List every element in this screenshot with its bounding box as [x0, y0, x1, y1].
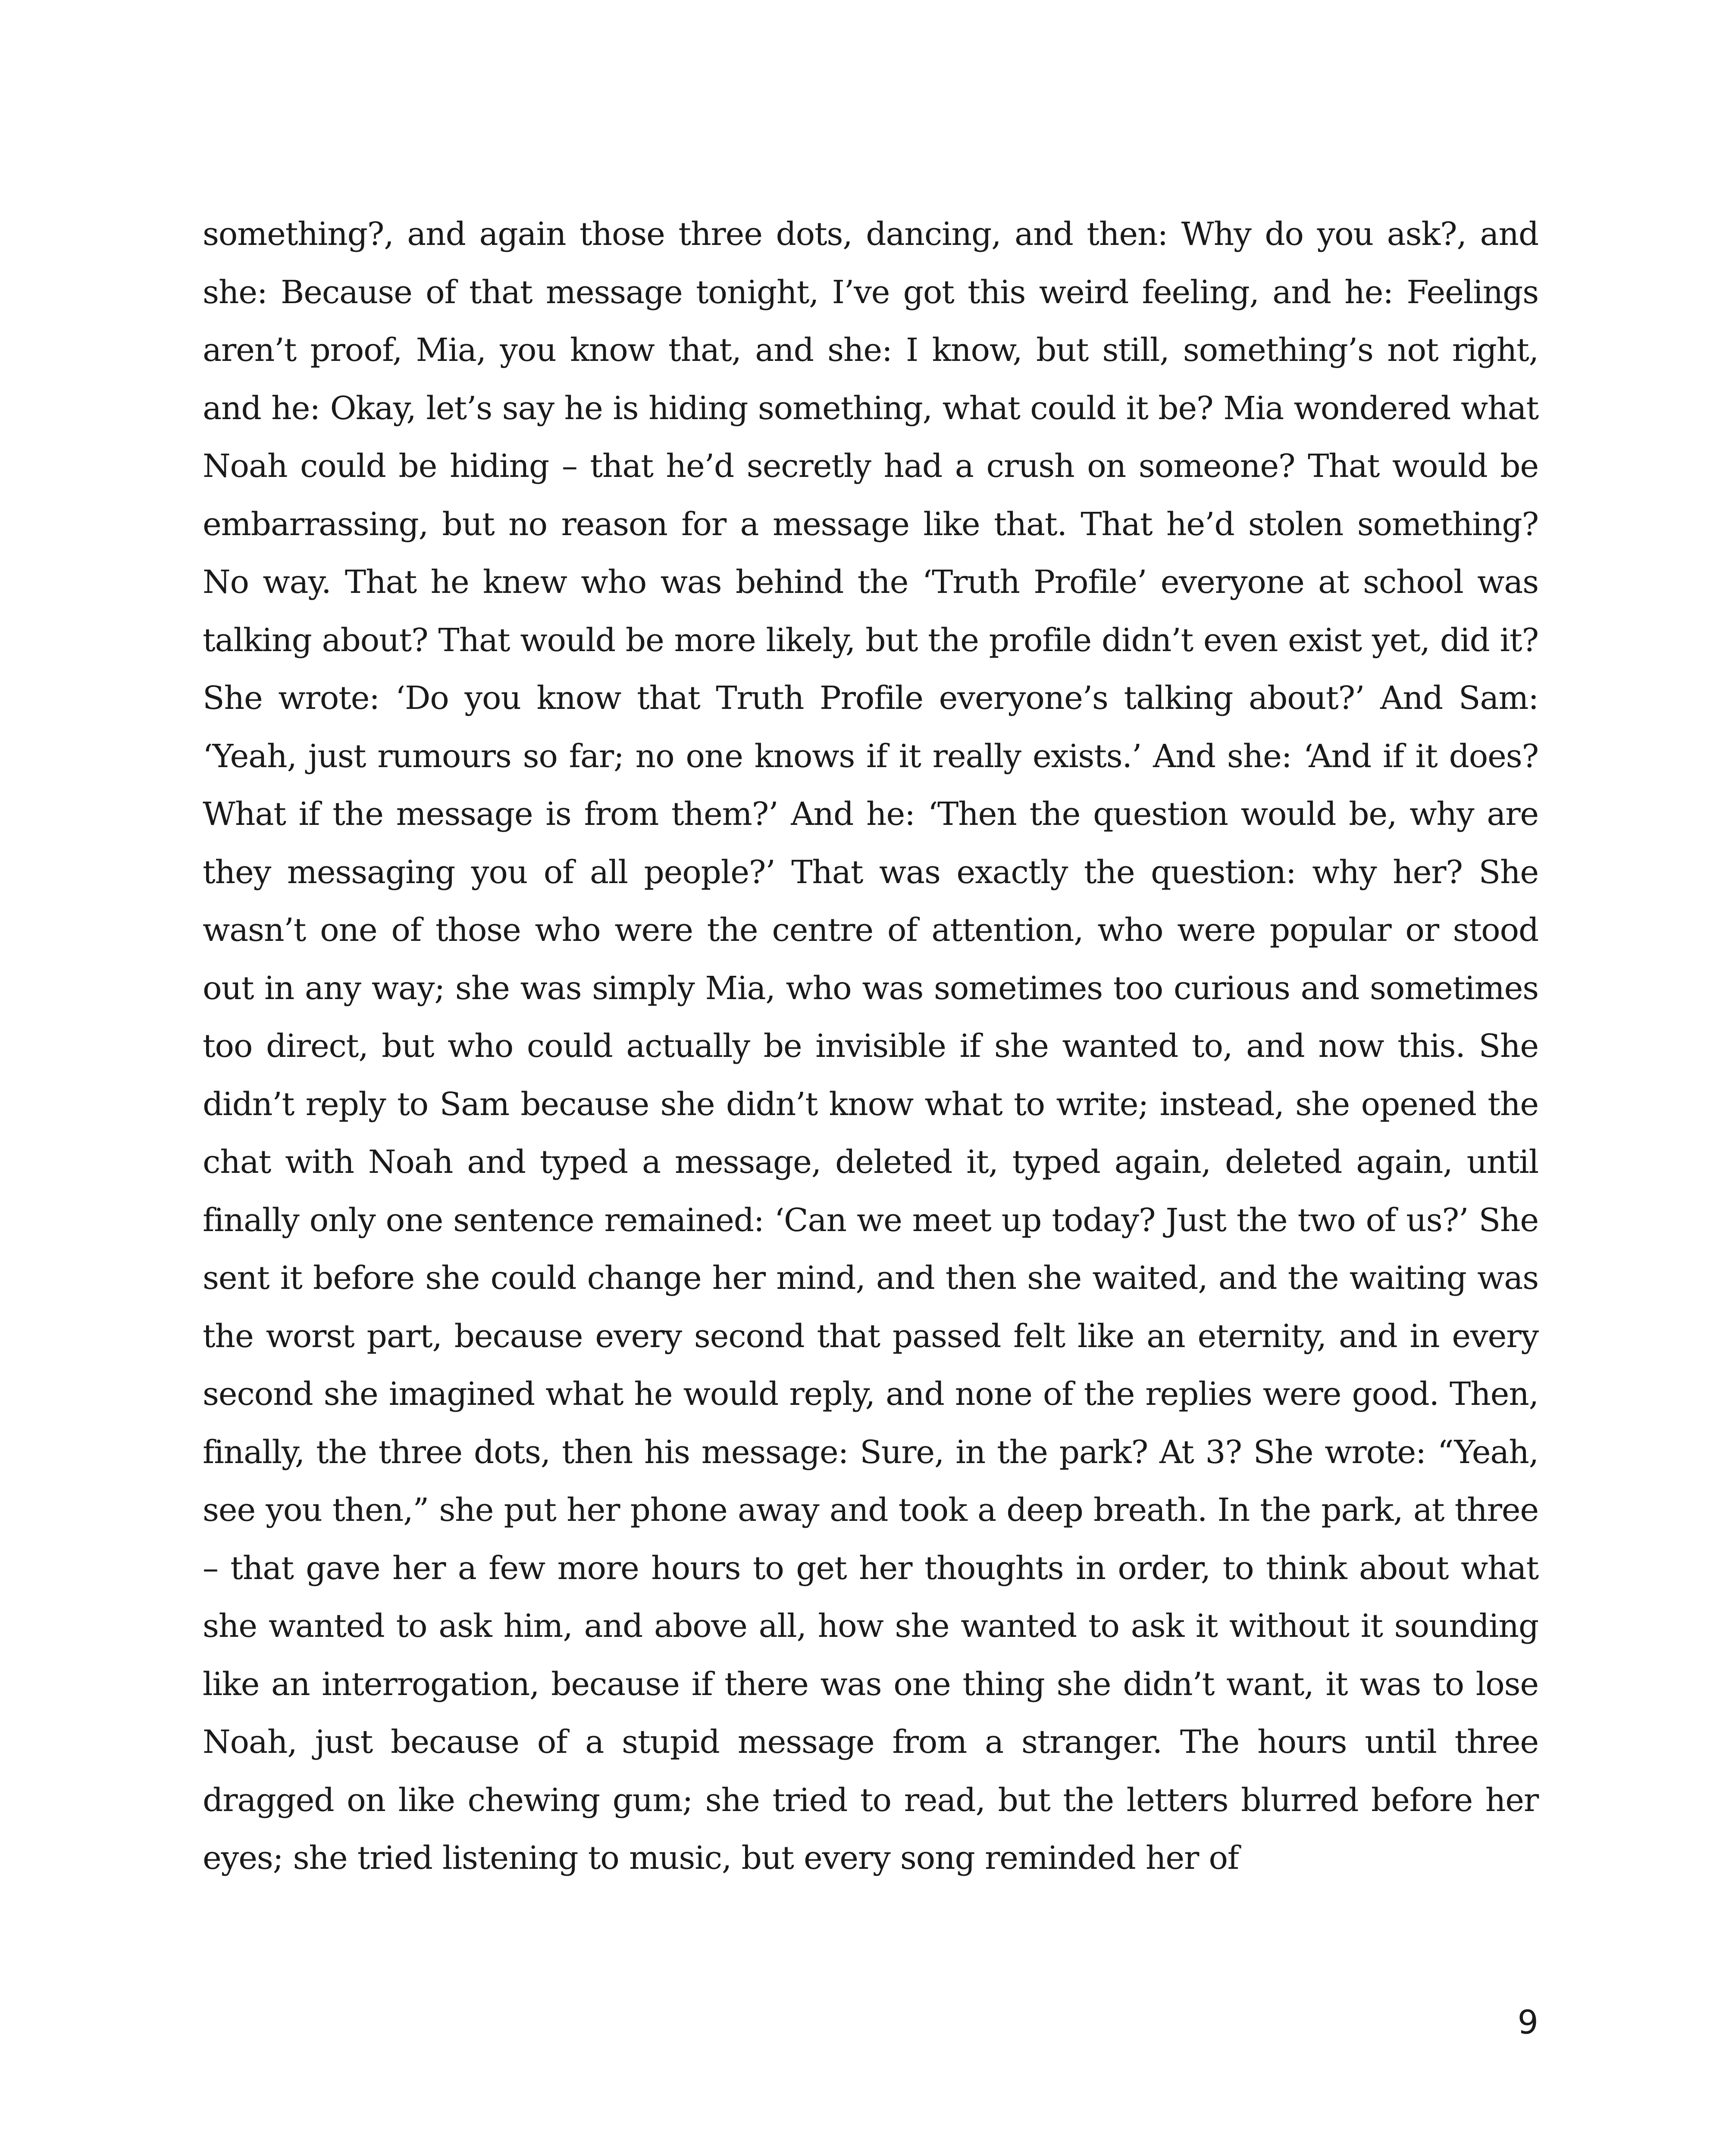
- body-paragraph: something?, and again those three dots, dancing, and then: Why do you ask?, and she: Because of that message tonight, I’ve got this weird feeling, and he: Feelings aren’t proof, Mia, you know that, and she: I know, but still, something’s not right, and he: Okay, let’s say he is hiding something, what could it be? Mia wondered what Noah could be hiding – that he’d secretly had a crush on someone? That would be embarrassing, but no reason for a message like that. That he’d stolen something? No way. That he knew who was behind the ‘Truth Profile’ everyone at school was talking about? That would be more likely, but the profile didn’t even exist yet, did it? She wrote: ‘Do you know that Truth Profile everyone’s talking about?’ And Sam: ‘Yeah, just rumours so far; no one knows if it really exists.’ And she: ‘And if it does? What if the message is from them?’ And he: ‘Then the question would be, why are they messaging you of all people?’ That was exactly the question: why her? She wasn’t one of those who were the centre of attention, who were popular or stood out in any way; she was simply Mia, who was sometimes too curious and sometimes too direct, but who could actually be invisible if she wanted to, and now this. She didn’t reply to Sam because she didn’t know what to write; instead, she opened the chat with Noah and typed a message, deleted it, typed again, deleted again, until finally only one sentence remained: ‘Can we meet up today? Just the two of us?’ She sent it before she could change her mind, and then she waited, and the waiting was the worst part, because every second that passed felt like an eternity, and in every second she imagined what he would reply, and none of the replies were good. Then, finally, the three dots, then his message: Sure, in the park? At 3? She wrote: “Yeah, see you then,” she put her phone away and took a deep breath. In the park, at three – that gave her a few more hours to get her thoughts in order, to think about what she wanted to ask him, and above all, how she wanted to ask it without it sounding like an interrogation, because if there was one thing she didn’t want, it was to lose Noah, just because of a stupid message from a stranger. The hours until three dragged on like chewing gum; she tried to read, but the letters blurred before her eyes; she tried listening to music, but every song reminded her of: [203, 216, 1538, 1877]
- page-number: 9: [1517, 2003, 1538, 2041]
